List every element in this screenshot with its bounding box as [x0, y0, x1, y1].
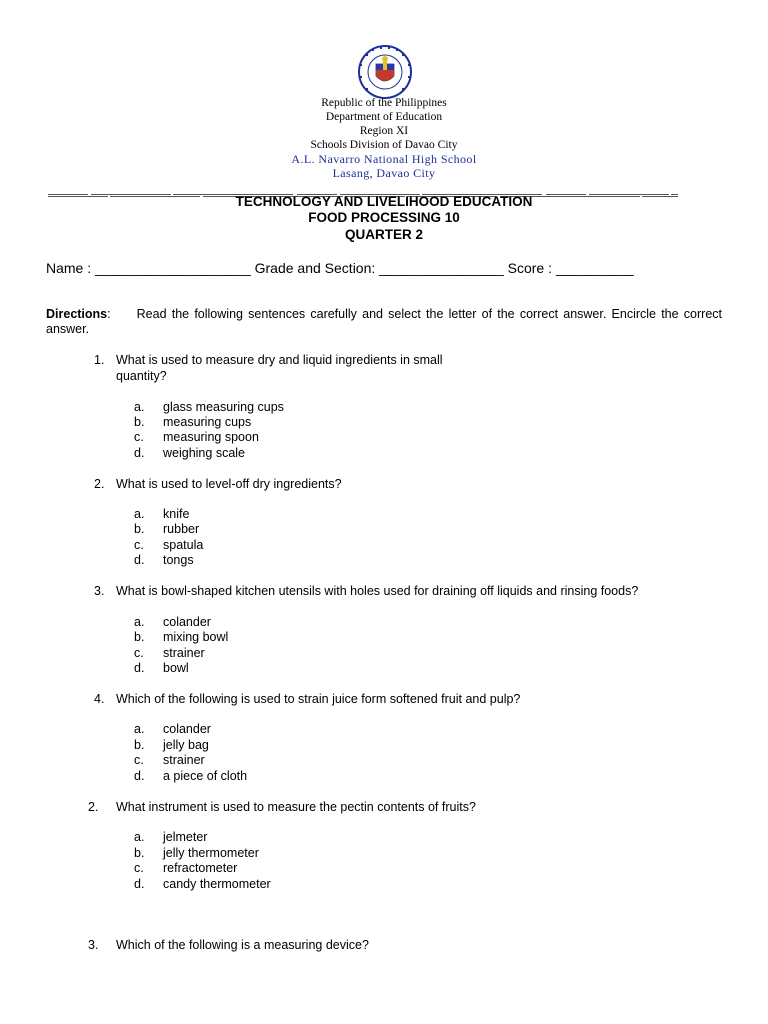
directions — [46, 307, 726, 337]
question-text: What is bowl-shaped kitchen utensils with holes used for draining off liquids and rinsing foods? — [116, 584, 639, 598]
question-5 — [88, 800, 476, 815]
question-number: 2. — [88, 800, 99, 814]
option-text: tongs — [163, 553, 194, 567]
option-letter: d. — [134, 446, 145, 460]
option-text: jelmeter — [163, 830, 208, 844]
option-letter: c. — [134, 646, 144, 660]
quarter-title: QUARTER 2 — [344, 227, 423, 242]
option-text: refractometer — [163, 861, 238, 875]
option-letter: b. — [134, 630, 145, 644]
option-letter: b. — [134, 522, 145, 536]
option-letter: c. — [134, 753, 144, 767]
option-2b — [134, 522, 199, 537]
option-text: a piece of cloth — [163, 769, 248, 783]
question-text: What instrument is used to measure the pectin contents of fruits? — [116, 800, 476, 814]
option-text: knife — [163, 507, 190, 521]
option-letter: c. — [134, 538, 144, 552]
option-text: spatula — [163, 538, 204, 552]
option-3c — [134, 646, 205, 661]
option-letter: d. — [134, 553, 145, 567]
option-text: bowl — [163, 661, 189, 675]
option-2c — [134, 538, 203, 553]
question-number: 2. — [94, 477, 105, 491]
question-1 — [94, 353, 443, 368]
option-letter: b. — [134, 738, 145, 752]
question-text: Which of the following is a measuring device? — [116, 938, 369, 952]
header-divider — [48, 184, 678, 187]
student-info-line: Name : ____________________ Grade and Section: ________________ Score : __________ — [46, 260, 634, 276]
option-text: measuring cups — [163, 415, 252, 429]
header-department: Department of Education — [325, 111, 443, 123]
option-letter: d. — [134, 877, 145, 891]
deped-seal-logo — [354, 44, 416, 100]
option-letter: c. — [134, 861, 144, 875]
option-text: rubber — [163, 522, 200, 536]
option-text: candy thermometer — [163, 877, 271, 891]
directions-label: Directions — [46, 307, 108, 321]
option-4b — [134, 738, 209, 753]
option-letter: b. — [134, 846, 145, 860]
header-school-address: Lasang, Davao City — [332, 166, 436, 180]
option-3b — [134, 630, 228, 645]
question-6 — [88, 938, 369, 953]
option-text: jelly thermometer — [163, 846, 259, 860]
question-number: 1. — [94, 353, 105, 367]
option-1a — [134, 400, 284, 415]
question-number: 3. — [88, 938, 99, 952]
option-5b — [134, 846, 259, 861]
directions-text: : Read the following sentences carefully and select the letter of the correct answer. Encircle the correct answer. — [46, 307, 726, 336]
option-letter: d. — [134, 769, 145, 783]
subject-title: TECHNOLOGY AND LIVELIHOOD EDUCATION — [235, 194, 533, 209]
option-4a — [134, 722, 211, 737]
option-2d — [134, 553, 194, 568]
option-5c — [134, 861, 237, 876]
option-text: glass measuring cups — [163, 400, 284, 414]
question-4 — [94, 692, 520, 707]
option-letter: a. — [134, 722, 145, 736]
option-5d — [134, 877, 271, 892]
option-text: strainer — [163, 646, 205, 660]
option-text: measuring spoon — [163, 430, 259, 444]
header-republic: Republic of the Philippines — [321, 97, 447, 109]
option-2a — [134, 507, 189, 522]
option-3a — [134, 615, 211, 630]
option-3d — [134, 661, 189, 676]
option-letter: d. — [134, 661, 145, 675]
question-text: Which of the following is used to strain juice form softened fruit and pulp? — [116, 692, 521, 706]
option-text: strainer — [163, 753, 205, 767]
question-number: 3. — [94, 584, 105, 598]
question-3 — [94, 584, 638, 599]
option-1b — [134, 415, 251, 430]
option-letter: a. — [134, 400, 145, 414]
option-1d — [134, 446, 245, 461]
question-text: What is used to level-off dry ingredients? — [116, 477, 342, 491]
header-school-name: A.L. Navarro National High School — [291, 152, 477, 166]
question-text: What is used to measure dry and liquid ingredients in small — [116, 353, 443, 367]
option-text: weighing scale — [163, 446, 245, 460]
header-region: Region XI — [359, 125, 409, 137]
course-title: FOOD PROCESSING 10 — [308, 210, 460, 225]
option-letter: a. — [134, 615, 145, 629]
question-2 — [94, 477, 342, 492]
option-text: colander — [163, 615, 211, 629]
option-letter: b. — [134, 415, 145, 429]
option-text: colander — [163, 722, 211, 736]
option-4c — [134, 753, 205, 768]
option-letter: c. — [134, 430, 144, 444]
header-division: Schools Division of Davao City — [310, 139, 458, 151]
option-text: mixing bowl — [163, 630, 229, 644]
option-letter: a. — [134, 830, 145, 844]
option-letter: a. — [134, 507, 145, 521]
option-text: jelly bag — [163, 738, 209, 752]
question-1-continued: quantity? — [116, 369, 167, 383]
option-4d — [134, 769, 247, 784]
question-number: 4. — [94, 692, 105, 706]
option-5a — [134, 830, 207, 845]
option-1c — [134, 430, 259, 445]
